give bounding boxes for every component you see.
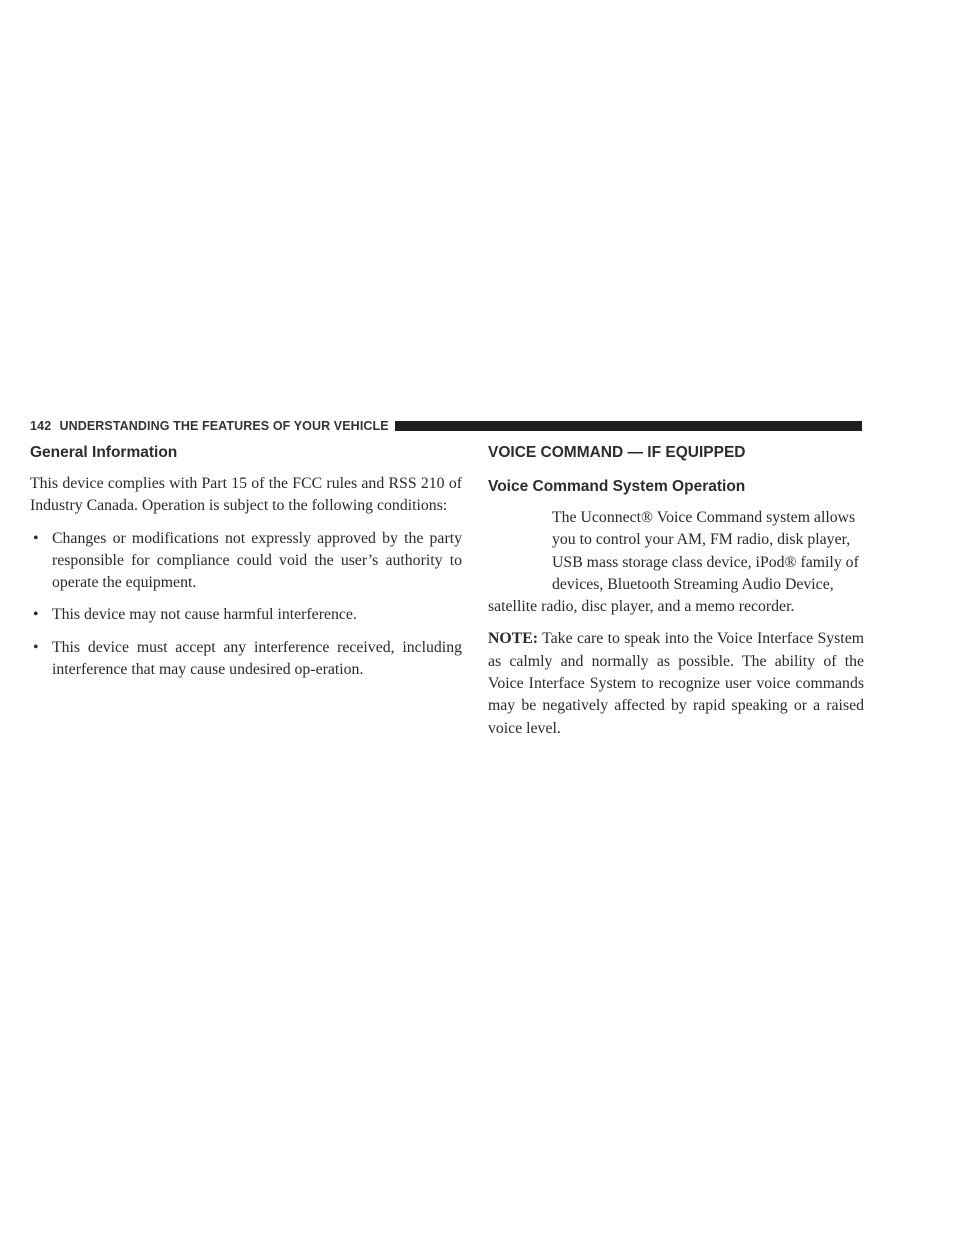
bullet-icon: • xyxy=(33,606,39,624)
conditions-list xyxy=(30,528,462,682)
note-text: Take care to speak into the Voice Interface System as calmly and normally as possible. The ability of the Voice Interface System to recognize user voice commands may be negatively affected by rapid speaking or a raised voice level. xyxy=(488,630,864,737)
section-title: UNDERSTANDING THE FEATURES OF YOUR VEHICLE xyxy=(59,419,389,433)
left-column xyxy=(30,440,462,691)
list-item-text: This device must accept any interference received, including interference that may cause undesired op-eration. xyxy=(52,638,462,679)
voice-command-heading: VOICE COMMAND — IF EQUIPPED xyxy=(488,444,746,461)
note-paragraph xyxy=(488,628,864,739)
list-item-text: Changes or modifications not expressly approved by the party responsible for compliance could void the user’s authority to operate the equipment. xyxy=(52,529,462,592)
bullet-icon: • xyxy=(33,638,39,656)
paragraph-line: you to control your AM, FM radio, disk player, xyxy=(552,531,851,549)
header-rule xyxy=(395,421,862,431)
list-item xyxy=(30,604,462,626)
right-column xyxy=(488,440,864,750)
page-header xyxy=(30,419,862,433)
paragraph-line: satellite radio, disc player, and a memo recorder. xyxy=(488,598,795,616)
note-label: NOTE: xyxy=(488,630,539,648)
page-number: 142 xyxy=(30,419,52,433)
intro-paragraph: This device complies with Part 15 of the FCC rules and RSS 210 of Industry Canada. Operation is subject to the following conditions: xyxy=(30,475,462,515)
voice-command-paragraph xyxy=(488,507,864,618)
paragraph-line: The Uconnect® Voice Command system allows xyxy=(552,509,856,526)
list-item-text: This device may not cause harmful interference. xyxy=(52,606,357,624)
paragraph-line: USB mass storage class device, iPod® family of xyxy=(552,553,859,571)
bullet-icon: • xyxy=(33,529,39,547)
system-operation-heading: Voice Command System Operation xyxy=(488,478,746,495)
list-item xyxy=(30,528,462,595)
general-information-heading: General Information xyxy=(30,444,178,461)
paragraph-line: devices, Bluetooth Streaming Audio Device, xyxy=(552,575,834,593)
list-item xyxy=(30,637,462,682)
